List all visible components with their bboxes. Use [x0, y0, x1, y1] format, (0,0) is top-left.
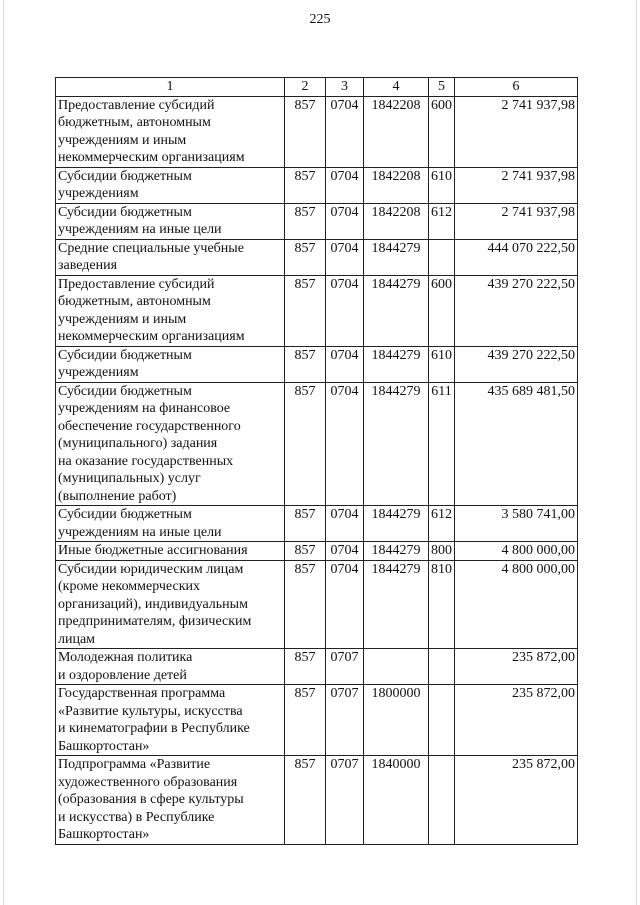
expense-name: Молодежная политика и оздоровление детей — [56, 649, 285, 685]
scan-edge-right — [636, 0, 637, 905]
expense-type-code: 600 — [429, 275, 455, 346]
section-code: 0704 — [326, 239, 364, 275]
expense-type-code: 610 — [429, 167, 455, 203]
scan-edge-left — [3, 0, 4, 905]
ministry-code: 857 — [285, 560, 326, 649]
ministry-code: 857 — [285, 542, 326, 561]
target-article-code: 1842208 — [364, 167, 429, 203]
column-header-1: 1 — [56, 78, 285, 97]
table-row — [56, 346, 578, 382]
table-row — [56, 382, 578, 506]
ministry-code: 857 — [285, 275, 326, 346]
ministry-code: 857 — [285, 649, 326, 685]
amount: 2 741 937,98 — [455, 167, 578, 203]
ministry-code: 857 — [285, 756, 326, 845]
amount: 439 270 222,50 — [455, 346, 578, 382]
amount: 4 800 000,00 — [455, 542, 578, 561]
target-article-code: 1844279 — [364, 560, 429, 649]
section-code: 0707 — [326, 685, 364, 756]
column-header-2: 2 — [285, 78, 326, 97]
amount: 235 872,00 — [455, 685, 578, 756]
ministry-code: 857 — [285, 239, 326, 275]
expense-type-code: 800 — [429, 542, 455, 561]
section-code: 0707 — [326, 649, 364, 685]
ministry-code: 857 — [285, 96, 326, 167]
target-article-code: 1844279 — [364, 382, 429, 506]
expense-name: Средние специальные учебные заведения — [56, 239, 285, 275]
amount: 235 872,00 — [455, 649, 578, 685]
expense-name: Подпрограмма «Развитие художественного образования (образования в сфере культуры и искусства) в Республике Башкортостан» — [56, 756, 285, 845]
expense-type-code: 612 — [429, 203, 455, 239]
expense-name: Субсидии бюджетным учреждениям на иные цели — [56, 506, 285, 542]
table-row — [56, 96, 578, 167]
page-number: 225 — [309, 12, 331, 27]
expense-type-code: 611 — [429, 382, 455, 506]
table-body — [56, 96, 578, 844]
table-row — [56, 275, 578, 346]
amount: 4 800 000,00 — [455, 560, 578, 649]
amount: 444 070 222,50 — [455, 239, 578, 275]
section-code: 0704 — [326, 382, 364, 506]
column-header-6: 6 — [455, 78, 578, 97]
amount: 2 741 937,98 — [455, 96, 578, 167]
budget-table — [55, 77, 578, 845]
target-article-code: 1844279 — [364, 275, 429, 346]
ministry-code: 857 — [285, 346, 326, 382]
header-row — [56, 78, 578, 97]
section-code: 0704 — [326, 203, 364, 239]
expense-name: Государственная программа «Развитие культуры, искусства и кинематографии в Республике Башкортостан» — [56, 685, 285, 756]
expense-type-code: 612 — [429, 506, 455, 542]
expense-name: Субсидии бюджетным учреждениям на иные цели — [56, 203, 285, 239]
section-code: 0704 — [326, 275, 364, 346]
expense-name: Предоставление субсидий бюджетным, автономным учреждениям и иным некоммерческим организациям — [56, 96, 285, 167]
ministry-code: 857 — [285, 203, 326, 239]
table-row — [56, 756, 578, 845]
table-row — [56, 506, 578, 542]
table-row — [56, 685, 578, 756]
expense-type-code — [429, 239, 455, 275]
amount: 439 270 222,50 — [455, 275, 578, 346]
target-article-code: 1840000 — [364, 756, 429, 845]
expense-name: Субсидии юридическим лицам (кроме некоммерческих организаций), индивидуальным предпринимателям, физическим лицам — [56, 560, 285, 649]
section-code: 0704 — [326, 542, 364, 561]
amount: 2 741 937,98 — [455, 203, 578, 239]
amount: 3 580 741,00 — [455, 506, 578, 542]
section-code: 0704 — [326, 560, 364, 649]
section-code: 0704 — [326, 96, 364, 167]
ministry-code: 857 — [285, 382, 326, 506]
table-row — [56, 560, 578, 649]
section-code: 0704 — [326, 346, 364, 382]
column-header-3: 3 — [326, 78, 364, 97]
expense-name: Иные бюджетные ассигнования — [56, 542, 285, 561]
expense-type-code: 610 — [429, 346, 455, 382]
expense-type-code — [429, 649, 455, 685]
expense-name: Субсидии бюджетным учреждениям — [56, 167, 285, 203]
table-row — [56, 239, 578, 275]
expense-name: Субсидии бюджетным учреждениям — [56, 346, 285, 382]
table-row — [56, 542, 578, 561]
section-code: 0704 — [326, 167, 364, 203]
expense-name: Предоставление субсидий бюджетным, автономным учреждениям и иным некоммерческим организациям — [56, 275, 285, 346]
table-row — [56, 167, 578, 203]
expense-type-code — [429, 685, 455, 756]
expense-name: Субсидии бюджетным учреждениям на финансовое обеспечение государственного (муниципального) задания на оказание государственных (муниципальных) услуг (выполнение работ) — [56, 382, 285, 506]
amount: 435 689 481,50 — [455, 382, 578, 506]
ministry-code: 857 — [285, 167, 326, 203]
expense-type-code — [429, 756, 455, 845]
ministry-code: 857 — [285, 685, 326, 756]
target-article-code: 1844279 — [364, 506, 429, 542]
column-header-5: 5 — [429, 78, 455, 97]
target-article-code: 1844279 — [364, 542, 429, 561]
column-header-4: 4 — [364, 78, 429, 97]
section-code: 0704 — [326, 506, 364, 542]
target-article-code: 1842208 — [364, 96, 429, 167]
target-article-code: 1844279 — [364, 239, 429, 275]
table-row — [56, 203, 578, 239]
target-article-code: 1800000 — [364, 685, 429, 756]
table-row — [56, 649, 578, 685]
target-article-code: 1844279 — [364, 346, 429, 382]
ministry-code: 857 — [285, 506, 326, 542]
target-article-code: 1842208 — [364, 203, 429, 239]
amount: 235 872,00 — [455, 756, 578, 845]
expense-type-code: 810 — [429, 560, 455, 649]
section-code: 0707 — [326, 756, 364, 845]
target-article-code — [364, 649, 429, 685]
expense-type-code: 600 — [429, 96, 455, 167]
